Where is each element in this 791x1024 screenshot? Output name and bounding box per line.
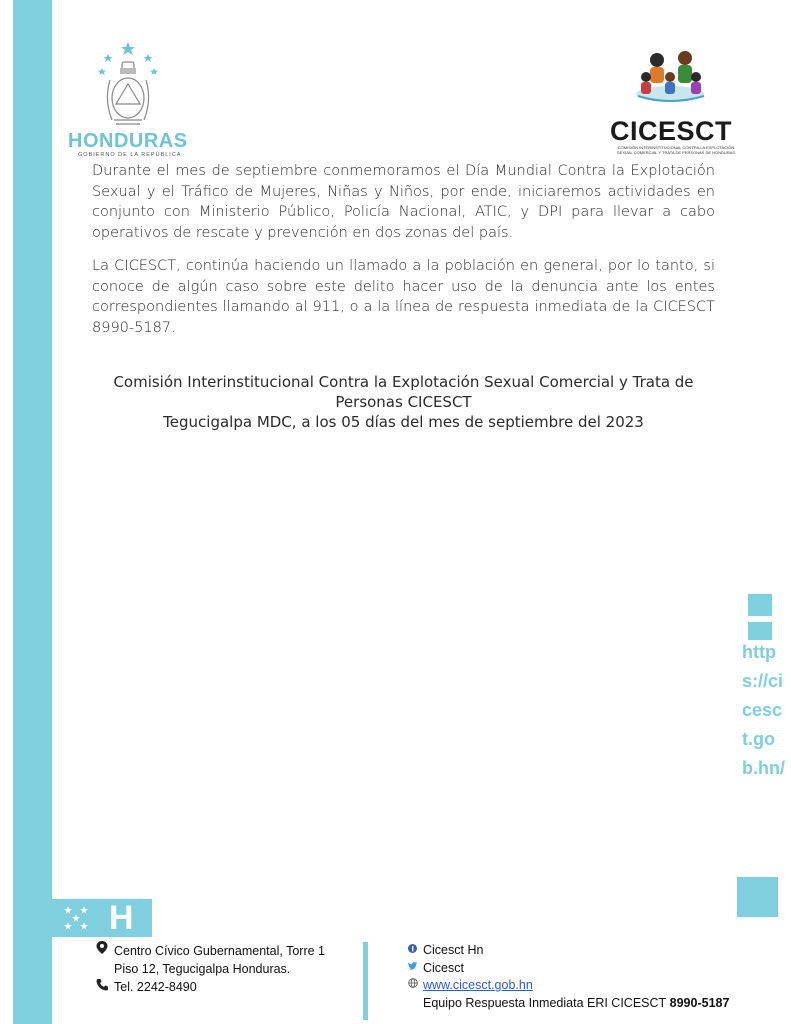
footer-address-line-1: Centro Cívico Gubernamental, Torre 1 xyxy=(114,943,325,958)
facebook-icon xyxy=(408,942,423,960)
cicesct-logo-subtitle: COMISIÓN INTERINSTITUCIONAL CONTRA LA EXPLOTACIÓN SEXUAL COMERCIAL Y TRATA DE PERSONAS DE HONDURAS xyxy=(616,145,736,155)
globe-icon xyxy=(408,977,423,995)
footer-contact-social xyxy=(408,942,729,1012)
footer-divider xyxy=(363,942,368,1020)
cicesct-logo-text: CICESCT xyxy=(610,116,733,146)
phone-icon xyxy=(96,978,114,996)
honduras-logo-text: HONDURAS xyxy=(68,130,188,152)
footer-eri-label: Equipo Respuesta Inmediata ERI CICESCT xyxy=(423,995,667,1010)
footer-website-link[interactable]: www.cicesct.gob.hn xyxy=(423,978,533,992)
footer-phone: Tel. 2242-8490 xyxy=(114,980,197,994)
left-accent-bar xyxy=(13,0,52,1024)
footer-twitter[interactable]: Cicesct xyxy=(423,960,464,975)
paragraph-call-to-action: La CICESCT, continúa haciendo un llamado a la población en general, por lo tanto, si conoce de algún caso sobre este delito hacer uso de la denuncia ante los entes correspondientes llamando al 911, o a la línea de respuesta inmediata de la CICESCT 8990-5187. xyxy=(92,258,715,336)
footer-contact-address xyxy=(96,941,325,996)
decorative-square-bottom xyxy=(737,877,778,917)
signature-date-place: Tegucigalpa MDC, a los 05 días del mes de septiembre del 2023 xyxy=(163,413,644,431)
decorative-square-top xyxy=(748,594,772,616)
twitter-icon xyxy=(408,960,423,978)
footer-h-letter: H xyxy=(109,899,134,937)
paragraph-commemoration: Durante el mes de septiembre conmemoramos el Día Mundial Contra la Explotación Sexual y el Tráfico de Mujeres, Niñas y Niños, por ende, iniciaremos actividades en conjunto con Ministerio Público, Policía Nacional, ATIC, y DPI para llevar a cabo operativos de rescate y prevención en dos zonas del país. xyxy=(92,163,715,241)
footer-address-line-2: Piso 12, Tegucigalpa Honduras. xyxy=(114,962,291,976)
location-pin-icon xyxy=(96,941,114,960)
vertical-website-link[interactable]: https://cicesct.gob.hn/ xyxy=(742,642,785,778)
signature-organization: Comisión Interinstitucional Contra la Explotación Sexual Comercial y Trata de Personas CICESCT xyxy=(113,373,694,411)
footer-facebook[interactable]: Cicesct Hn xyxy=(423,943,484,957)
footer-stars-icon xyxy=(58,902,106,934)
signature-block xyxy=(82,372,725,432)
honduras-logo-subtitle: GOBIERNO DE LA REPÚBLICA xyxy=(78,152,182,158)
footer-eri-number: 8990-5187 xyxy=(669,995,730,1010)
